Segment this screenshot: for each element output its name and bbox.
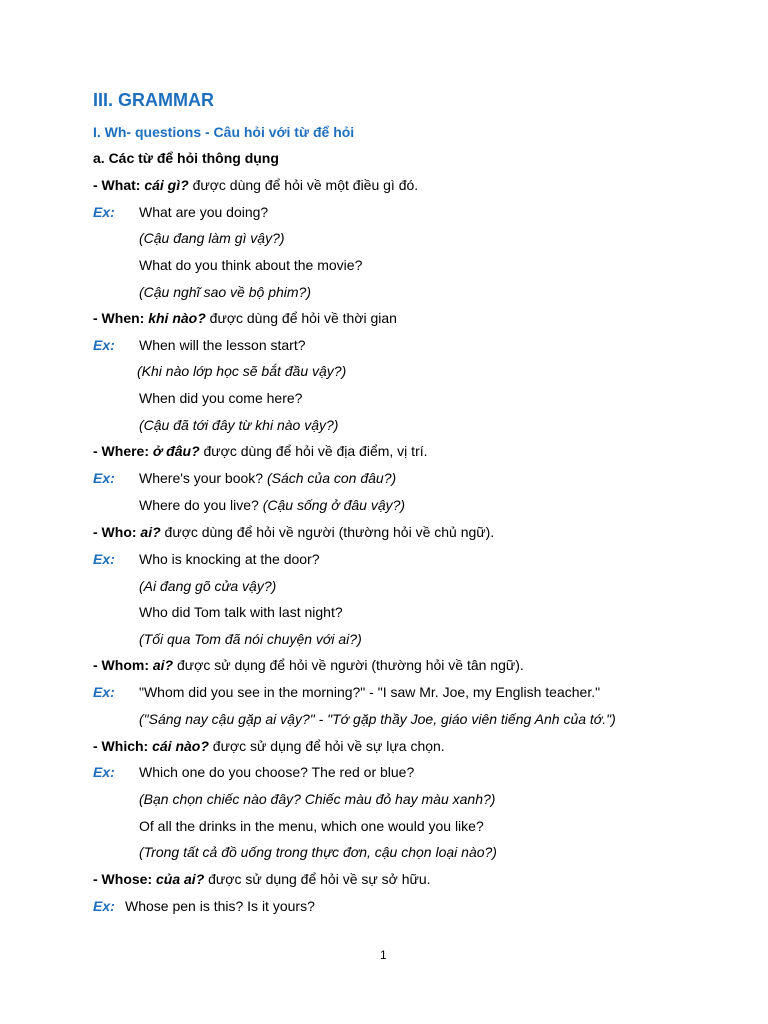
- when-definition: [93, 309, 397, 327]
- when-description: được dùng để hỏi về thời gian: [209, 310, 397, 326]
- example-sentence: When will the lesson start?: [139, 337, 306, 353]
- example-translation: (Sách của con đâu?): [266, 470, 397, 486]
- example-sentence: Where's your book?: [139, 470, 264, 486]
- whose-description: được sử dụng để hỏi về sự sở hữu.: [208, 871, 431, 887]
- ex-label: Ex:: [93, 204, 115, 220]
- section-a-heading: a. Các từ để hỏi thông dụng: [93, 150, 279, 166]
- ex-label: Ex:: [93, 684, 115, 700]
- what-definition: [93, 176, 418, 194]
- example-sentence: Who is knocking at the door?: [139, 551, 320, 567]
- page-heading: III. GRAMMAR: [93, 90, 214, 110]
- example-line: [139, 496, 405, 514]
- example-translation: (Cậu đang làm gì vậy?): [139, 230, 285, 246]
- example-translation: (Cậu đã tới đây từ khi nào vậy?): [139, 417, 339, 433]
- whom-meaning: ai?: [152, 657, 174, 673]
- example-sentence: What are you doing?: [139, 204, 269, 220]
- whom-description: được sử dụng để hỏi về người (thường hỏi về tân ngữ).: [177, 657, 524, 673]
- when-keyword: - When:: [93, 310, 145, 326]
- example-translation: (Khi nào lớp học sẽ bắt đầu vậy?): [137, 363, 347, 379]
- ex-label: Ex:: [93, 337, 115, 353]
- example-translation: (Ai đang gõ cửa vậy?): [139, 578, 277, 594]
- which-keyword: - Which:: [93, 738, 149, 754]
- where-keyword: - Where:: [93, 443, 149, 459]
- example-sentence: Where do you live?: [139, 497, 259, 513]
- when-meaning: khi nào?: [148, 310, 206, 326]
- example-sentence: Who did Tom talk with last night?: [139, 604, 343, 620]
- whose-definition: [93, 870, 431, 888]
- where-description: được dùng để hỏi về địa điểm, vị trí.: [203, 443, 428, 459]
- whose-keyword: - Whose:: [93, 871, 153, 887]
- example-translation: (Cậu sống ở đâu vậy?): [262, 497, 406, 513]
- who-meaning: ai?: [140, 524, 161, 540]
- which-definition: [93, 737, 445, 755]
- example-sentence: What do you think about the movie?: [139, 257, 363, 273]
- whom-keyword: - Whom:: [93, 657, 149, 673]
- whom-definition: [93, 656, 524, 674]
- who-description: được dùng để hỏi về người (thường hỏi về chủ ngữ).: [164, 524, 495, 540]
- what-keyword: - What:: [93, 177, 141, 193]
- example-sentence: "Whom did you see in the morning?" - "I saw Mr. Joe, my English teacher.": [139, 684, 601, 700]
- what-description: được dùng để hỏi về một điều gì đó.: [192, 177, 419, 193]
- which-meaning: cái nào?: [152, 738, 209, 754]
- example-sentence: Of all the drinks in the menu, which one would you like?: [139, 818, 484, 834]
- where-definition: [93, 442, 428, 460]
- example-translation: (Trong tất cả đồ uống trong thực đơn, cậu chọn loại nào?): [139, 844, 497, 860]
- example-sentence: Which one do you choose? The red or blue?: [139, 764, 415, 780]
- ex-label: Ex:: [93, 764, 115, 780]
- ex-label: Ex:: [93, 898, 115, 914]
- ex-label: Ex:: [93, 551, 115, 567]
- example-sentence: Whose pen is this? Is it yours?: [125, 898, 315, 914]
- where-meaning: ở đâu?: [152, 443, 200, 459]
- page-number: 1: [380, 948, 387, 962]
- example-line: [139, 469, 396, 487]
- whose-meaning: của ai?: [156, 871, 205, 887]
- what-meaning: cái gì?: [144, 177, 189, 193]
- example-translation: ("Sáng nay cậu gặp ai vậy?" - "Tớ gặp thầy Joe, giáo viên tiếng Anh của tớ."): [139, 711, 616, 727]
- example-translation: (Tối qua Tom đã nói chuyện với ai?): [139, 631, 362, 647]
- example-sentence: When did you come here?: [139, 390, 303, 406]
- which-description: được sử dụng để hỏi về sự lựa chọn.: [212, 738, 445, 754]
- ex-label: Ex:: [93, 470, 115, 486]
- example-translation: (Cậu nghĩ sao về bộ phim?): [139, 284, 311, 300]
- subheading: I. Wh- questions - Câu hỏi với từ để hỏi: [93, 124, 355, 140]
- who-definition: [93, 523, 494, 541]
- who-keyword: - Who:: [93, 524, 137, 540]
- example-translation: (Bạn chọn chiếc nào đây? Chiếc màu đỏ hay màu xanh?): [139, 791, 496, 807]
